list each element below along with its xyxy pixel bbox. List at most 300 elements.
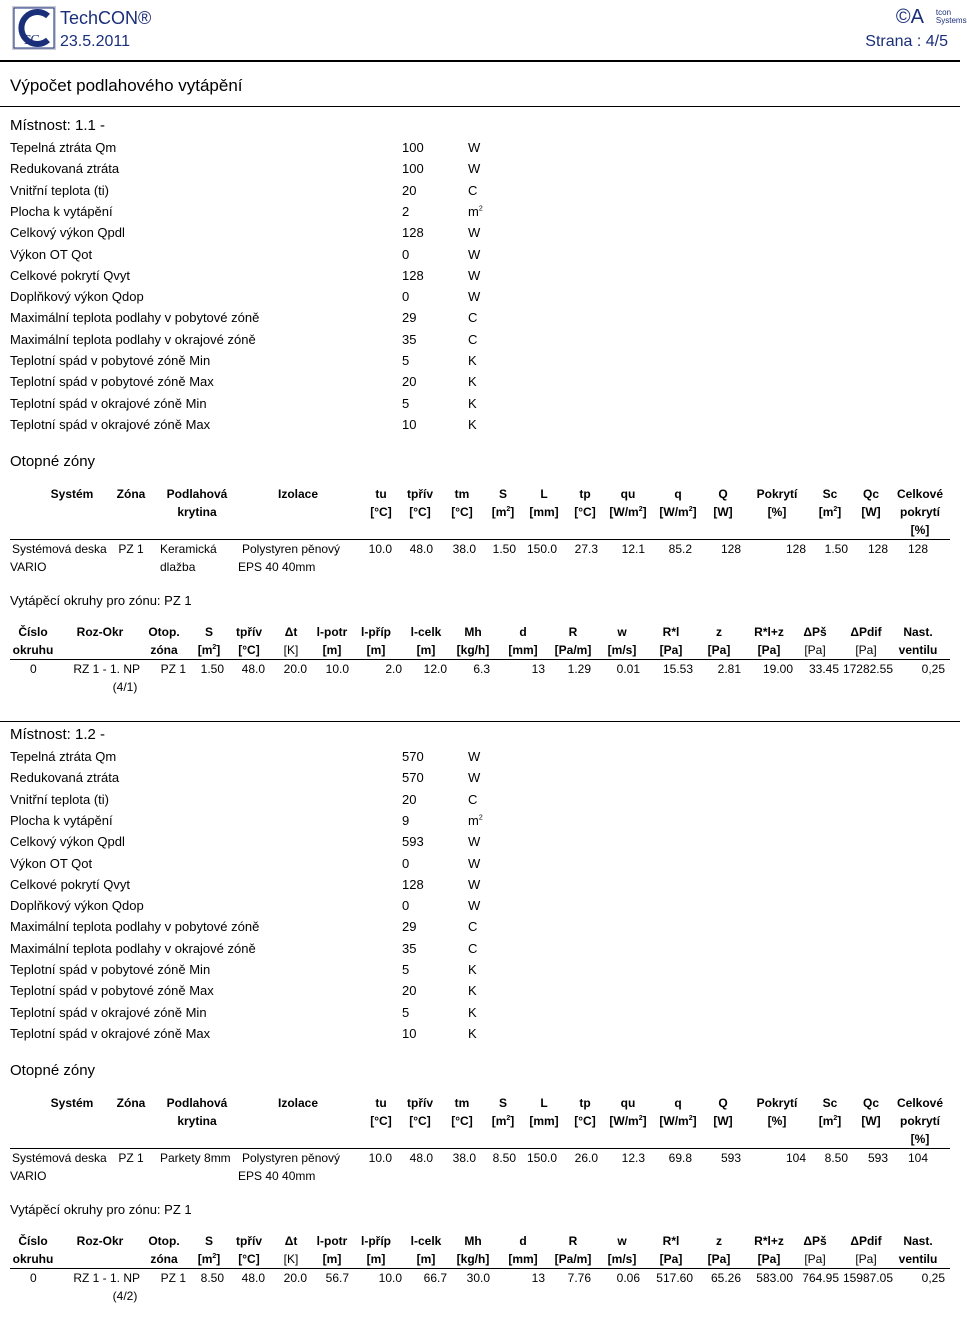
zone-zona: PZ 1 [118,542,144,556]
circuit-header-unit-S: $[m^2]$ [197,1252,221,1266]
circuit-value-dt: 20.0 [283,1271,307,1285]
param-unit: W [468,289,481,305]
param-label: Redukovaná ztráta [10,161,120,177]
param-label: Celkové pokrytí Qvyt [10,267,130,283]
circuit-header-unit-tpriv: [°C] [238,1252,260,1266]
zone-header-unit-S: $[m^2]$ [491,505,515,519]
param-label: Plocha k vytápění [10,812,113,828]
zone-header-podl1: Podlahová [166,1096,228,1110]
param-label: Maximální teplota podlahy v okrajové zóně [10,940,256,956]
param-label: Teplotní spád v pobytové zóně Max [10,374,214,390]
param-unit: K [468,374,477,390]
circuit-header-Rl: R*l [662,1234,680,1248]
circuit-header-dps: ΔPš [803,625,827,639]
circuit-value-w: 0.01 [616,662,640,676]
param-unit: W [468,749,481,764]
zone-header-unit-pokryti: [%] [767,1114,787,1128]
circuit-header-cislo1: Číslo [18,1234,48,1248]
param-unit: W [468,267,481,283]
param-unit: $m^2$ [468,203,483,219]
param-unit: W [468,834,481,850]
circuit-header-unit-S: $[m^2]$ [197,643,221,657]
room-separator [0,721,960,722]
circuit-header-lcelk: l-celk [410,1234,442,1248]
param-unit: $m^2$ [468,812,483,828]
circuit-header-lcelk: l-celk [410,625,442,639]
zone-value-Q: 593 [720,1151,741,1165]
atcon-logo-letter: ©A [895,6,924,28]
circuit-header-unit-mh: [kg/h] [456,1252,490,1266]
zone-podlahova: Keramická [160,542,217,556]
zone-header-zona: Zóna [116,487,146,501]
circuits-title: Vytápěcí okruhy pro zónu: PZ 1 [10,593,192,608]
zone-value-celkove: 128 [907,542,928,556]
param-label: Celkový výkon Qpdl [10,225,125,241]
param-value: 593 [402,834,424,850]
zone-izolace: Polystyren pěnový [242,542,341,556]
room-title: Místnost: 1.1 - [10,117,106,134]
zone-header-Qc: Qc [862,1096,880,1110]
circuit-header-rozokr: Roz-Okr [76,1234,124,1248]
zone-header-tm: tm [454,1096,470,1110]
circuit-header-nast1: Nast. [903,625,933,639]
circuit-header-S: S [204,625,214,639]
circuit-header-unit-w: [m/s] [607,643,637,657]
zone-header-tu: tu [375,1096,387,1110]
param-unit: K [468,353,477,368]
circuit-header-unit-otop1: zóna [150,643,178,657]
circuit-header-rozokr: Roz-Okr [76,625,124,639]
circuit-value-d: 13 [531,662,545,676]
circuit-value-dpdif: 15987.05 [842,1271,893,1285]
circuit-value-nast: 0,25 [921,662,945,676]
circuit-header-R: R [568,625,578,639]
zone-header-unit-tpriv: [°C] [409,1114,431,1128]
circuit-value-Rlz: 19.00 [762,662,793,676]
param-label: Doplňkový výkon Qdop [10,898,144,914]
circuit-header-unit-d: [mm] [508,1252,538,1266]
zone-value-Qc: 593 [867,1151,888,1165]
zone-header-unit-Q: [W] [713,505,733,519]
zone-value-Sc: 1.50 [824,542,848,556]
param-unit: C [468,940,478,956]
zone-header-celk3: [%] [910,523,930,537]
circuit-header-unit-dps: [Pa] [804,1252,826,1266]
circuit-header-w: w [617,1234,627,1248]
zone-header-unit-Qc: [W] [861,505,881,519]
param-unit: K [468,983,477,999]
zone-header-podl2: krytina [177,1114,217,1128]
zone-header-L: L [540,1096,548,1110]
param-unit: W [468,246,481,262]
zone-value-tm: 38.0 [452,1151,476,1165]
circuit-header-mh: Mh [464,1234,482,1248]
circuit-header-d: d [519,1234,527,1248]
zone-header-podl2: krytina [177,505,217,519]
param-unit: C [468,331,478,347]
atcon-logo [895,6,967,29]
zone-header-tpriv: tpřív [406,1096,434,1110]
circuit-value-S: 8.50 [200,1271,224,1285]
param-value: 100 [402,161,424,177]
circuit-value-lpotr: 10.0 [325,662,349,676]
param-label: Maximální teplota podlahy v pobytové zóně [10,310,260,326]
circuit-value-dps: 764.95 [802,1271,839,1285]
circuit-header-unit-R: [Pa/m] [554,643,592,657]
zone-value-qu: 12.1 [621,542,645,556]
zone-header-q: q [674,487,682,501]
zone-value-tpriv: 48.0 [409,1151,433,1165]
circuit-cislo: 0 [30,1271,37,1285]
zone-header-S: S [498,487,508,501]
param-label: Maximální teplota podlahy v okrajové zóně [10,331,256,347]
zone-header-Q: Q [718,1096,728,1110]
circuit-header-dt: Δt [284,1234,298,1248]
param-unit: C [468,182,478,198]
zone-header-Sc: Sc [822,1096,838,1110]
param-value: 0 [402,289,410,305]
circuit-header-unit-lcelk: [m] [416,1252,436,1266]
zone-header-unit-q: $[W/m^2]$ [659,1114,697,1128]
param-value: 10 [402,1025,417,1041]
circuits-title: Vytápěcí okruhy pro zónu: PZ 1 [10,1202,192,1217]
zone-value-tp: 26.0 [574,1151,598,1165]
param-label: Plocha k vytápění [10,203,113,219]
circuit-value-lcelk: 12.0 [423,662,447,676]
page-number: Strana : 4/5 [865,33,948,50]
param-value: 570 [402,749,424,764]
param-value: 0 [402,898,410,914]
circuit-header-unit-nast1: ventilu [898,643,938,657]
param-label: Teplotní spád v okrajové zóně Min [10,395,207,411]
circuit-table-rule [10,1268,950,1269]
circuit-header-nast1: Nast. [903,1234,933,1248]
param-unit: K [468,1025,477,1041]
zone-header-unit-tm: [°C] [451,1114,473,1128]
zone-header-unit-Qc: [W] [861,1114,881,1128]
param-unit: W [468,876,481,892]
zone-system: Systémová deska [12,1151,107,1165]
zone-header-qu: qu [620,487,636,501]
circuit-header-lpotr: l-potr [316,1234,348,1248]
zone-header-pokryti: Pokrytí [756,487,798,501]
param-label: Celkové pokrytí Qvyt [10,876,130,892]
zone-header-unit-tu: [°C] [370,1114,392,1128]
param-unit: K [468,416,477,432]
param-label: Teplotní spád v okrajové zóně Min [10,1004,207,1020]
param-value: 2 [402,203,410,219]
zone-header-izol: Izolace [277,1096,319,1110]
circuit-value-w: 0.06 [616,1271,640,1285]
zone-value-L: 150.0 [526,1151,557,1165]
room-title: Místnost: 1.2 - [10,726,106,743]
circuit-header-lpotr: l-potr [316,625,348,639]
param-unit: K [468,1004,477,1020]
param-value: 5 [402,353,410,368]
param-label: Teplotní spád v pobytové zóně Min [10,353,211,368]
circuit-value-lpotr: 56.7 [325,1271,349,1285]
zone-header-unit-Q: [W] [713,1114,733,1128]
zone-header-tpriv: tpřív [406,487,434,501]
circuit-value-tpriv: 48.0 [241,662,265,676]
zone-header-L: L [540,487,548,501]
zone-header-unit-tpriv: [°C] [409,505,431,519]
circuit-value-dpdif: 17282.55 [842,662,893,676]
circuit-header-unit-Rl: [Pa] [659,1252,683,1266]
zone-value-Q: 128 [720,542,741,556]
zone-header-Q: Q [718,487,728,501]
circuit-header-otop1: Otop. [148,1234,180,1248]
zone-system: Systémová deska [12,542,107,556]
circuit-header-Rlz: R*l+z [754,1234,784,1248]
circuit-header-z: z [716,1234,722,1248]
circuit-header-unit-cislo1: okruhu [12,643,54,657]
circuit-rozokr: RZ 1 - 1. NP [73,1271,140,1285]
print-date: 23.5.2011 [60,33,130,50]
param-value: 5 [402,395,410,411]
circuit-header-S: S [204,1234,214,1248]
zone-header-tm: tm [454,487,470,501]
zone-value-tp: 27.3 [574,542,598,556]
zone-header-unit-L: [mm] [529,1114,559,1128]
zone-header-S: S [498,1096,508,1110]
param-unit: W [468,140,481,155]
zone-system-2: VARIO [10,560,47,574]
param-value: 0 [402,246,410,262]
circuit-value-dt: 20.0 [283,662,307,676]
circuit-header-dpdif: ΔPdif [850,625,882,639]
circuit-header-R: R [568,1234,578,1248]
circuit-table-rule [10,659,950,660]
brand-name: TechCON® [60,8,152,28]
circuit-header-unit-lprip: [m] [366,1252,386,1266]
circuit-header-dpdif: ΔPdif [850,1234,882,1248]
circuit-header-unit-lpotr: [m] [322,643,342,657]
zone-header-unit-qu: $[W/m^2]$ [609,505,647,519]
zone-izolace-2: EPS 40 40mm [238,560,316,574]
param-unit: K [468,395,477,411]
zone-header-pokryti: Pokrytí [756,1096,798,1110]
circuit-header-lprip: l-příp [361,1234,391,1248]
zone-value-celkove: 104 [907,1151,928,1165]
zone-header-unit-tm: [°C] [451,505,473,519]
zone-header-podl1: Podlahová [166,487,228,501]
techcon-logo [12,6,56,50]
param-label: Redukovaná ztráta [10,770,120,786]
zone-zona: PZ 1 [118,1151,144,1165]
circuit-header-z: z [716,625,722,639]
zone-table-rule [10,1148,950,1149]
circuit-header-unit-Rl: [Pa] [659,643,683,657]
circuit-value-R: 1.29 [567,662,591,676]
zone-value-S: 1.50 [492,542,516,556]
zone-header-unit-S: $[m^2]$ [491,1114,515,1128]
param-value: 0 [402,855,410,871]
zone-header-unit-Sc: $[m^2]$ [818,1114,842,1128]
circuit-value-z: 65.26 [710,1271,741,1285]
circuit-header-unit-nast1: ventilu [898,1252,938,1266]
zone-header-Qc: Qc [862,487,880,501]
circuit-value-lprip: 10.0 [378,1271,402,1285]
circuit-value-Rl: 517.60 [656,1271,693,1285]
header-rule [0,60,960,62]
param-value: 10 [402,416,417,432]
param-value: 5 [402,962,410,977]
zone-value-tpriv: 48.0 [409,542,433,556]
circuit-header-unit-lcelk: [m] [416,643,436,657]
zone-header-unit-L: [mm] [529,505,559,519]
zone-header-tp: tp [579,1096,591,1110]
param-label: Teplotní spád v pobytové zóně Min [10,962,211,977]
param-value: 128 [402,225,424,241]
zone-header-tu: tu [375,487,387,501]
zone-header-unit-qu: $[W/m^2]$ [609,1114,647,1128]
circuit-header-dps: ΔPš [803,1234,827,1248]
param-value: 5 [402,1004,410,1020]
zone-podlahova-2: dlažba [160,560,196,574]
zones-title: Otopné zóny [10,453,96,470]
param-value: 35 [402,940,417,956]
circuit-header-unit-d: [mm] [508,643,538,657]
zone-header-system: Systém [50,1096,94,1110]
zone-value-L: 150.0 [526,542,557,556]
param-label: Teplotní spád v okrajové zóně Max [10,1025,211,1041]
circuit-value-nast: 0,25 [921,1271,945,1285]
zone-value-q: 85.2 [668,542,692,556]
param-value: 128 [402,267,424,283]
title-rule [0,106,960,107]
zone-header-unit-celk1: pokrytí [899,1114,941,1128]
zone-value-S: 8.50 [492,1151,516,1165]
zone-header-system: Systém [50,487,94,501]
param-unit: W [468,898,481,914]
circuit-header-d: d [519,625,527,639]
circuit-header-Rl: R*l [662,625,680,639]
zone-value-tu: 10.0 [368,1151,392,1165]
param-unit: W [468,770,481,786]
zone-izolace-2: EPS 40 40mm [238,1169,316,1183]
circuit-header-unit-dpdif: [Pa] [855,1252,877,1266]
circuit-header-unit-otop1: zóna [150,1252,178,1266]
param-value: 570 [402,770,424,786]
param-value: 128 [402,876,424,892]
circuit-value-dps: 33.45 [808,662,839,676]
circuit-cislo: 0 [30,662,37,676]
param-unit: W [468,855,481,871]
param-unit: W [468,225,481,241]
circuit-header-w: w [617,625,627,639]
circuit-header-unit-z: [Pa] [707,643,731,657]
circuit-value-mh: 6.3 [473,662,490,676]
circuit-header-tpriv: tpřív [235,1234,263,1248]
param-value: 20 [402,983,417,999]
zone-header-unit-celk1: pokrytí [899,505,941,519]
circuit-value-lprip: 2.0 [385,662,402,676]
circuit-value-Rlz: 583.00 [756,1271,793,1285]
circuit-header-Rlz: R*l+z [754,625,784,639]
atcon-logo-small-1: tcon [935,8,952,17]
zone-header-unit-tu: [°C] [370,505,392,519]
param-value: 20 [402,374,417,390]
circuit-rozokr: RZ 1 - 1. NP [73,662,140,676]
zone-header-Sc: Sc [822,487,838,501]
param-label: Teplotní spád v okrajové zóně Max [10,416,211,432]
circuit-header-unit-dpdif: [Pa] [855,643,877,657]
param-label: Výkon OT Qot [10,855,93,871]
circuit-header-lprip: l-příp [361,625,391,639]
param-unit: K [468,962,477,977]
circuit-value-Rl: 15.53 [662,662,693,676]
circuit-header-unit-dt: [K] [283,643,299,657]
zone-izolace: Polystyren pěnový [242,1151,341,1165]
zone-value-Qc: 128 [867,542,888,556]
circuit-header-cislo1: Číslo [18,625,48,639]
circuit-value-z: 2.81 [717,662,741,676]
circuit-header-unit-z: [Pa] [707,1252,731,1266]
circuit-header-unit-w: [m/s] [607,1252,637,1266]
circuit-value-tpriv: 48.0 [241,1271,265,1285]
zone-value-qu: 12.3 [621,1151,645,1165]
param-value: 29 [402,310,417,326]
param-label: Teplotní spád v pobytové zóně Max [10,983,214,999]
param-value: 20 [402,791,417,807]
param-label: Tepelná ztráta Qm [10,140,117,155]
circuit-value-d: 13 [531,1271,545,1285]
zone-value-pokryti: 104 [785,1151,806,1165]
param-value: 9 [402,812,410,828]
zone-header-qu: qu [620,1096,636,1110]
circuit-header-unit-Rlz: [Pa] [757,1252,781,1266]
zone-header-unit-pokryti: [%] [767,505,787,519]
param-label: Vnitřní teplota (ti) [10,182,109,198]
zone-header-celk1: Celkové [896,1096,944,1110]
circuit-header-unit-lprip: [m] [366,643,386,657]
zone-header-unit-tp: [°C] [574,505,596,519]
param-label: Celkový výkon Qpdl [10,834,125,850]
param-value: 100 [402,140,424,155]
zone-header-zona: Zóna [116,1096,146,1110]
circuit-value-otop: PZ 1 [160,1271,186,1285]
param-label: Výkon OT Qot [10,246,93,262]
param-unit: C [468,791,478,807]
zone-header-izol: Izolace [277,487,319,501]
circuit-header-unit-tpriv: [°C] [238,643,260,657]
zone-system-2: VARIO [10,1169,47,1183]
circuit-value-S: 1.50 [200,662,224,676]
atcon-logo-small-2: Systems [935,16,967,25]
param-label: Doplňkový výkon Qdop [10,289,144,305]
circuit-value-mh: 30.0 [466,1271,490,1285]
param-unit: W [468,161,481,177]
zone-value-Sc: 8.50 [824,1151,848,1165]
zone-header-unit-Sc: $[m^2]$ [818,505,842,519]
param-value: 29 [402,919,417,935]
circuit-header-unit-R: [Pa/m] [554,1252,592,1266]
logo-text: TC [22,33,40,48]
circuit-value-lcelk: 66.7 [423,1271,447,1285]
zone-value-tu: 10.0 [368,542,392,556]
circuit-header-unit-dt: [K] [283,1252,299,1266]
zone-value-tm: 38.0 [452,542,476,556]
circuit-header-mh: Mh [464,625,482,639]
zone-table-rule [10,539,950,540]
zone-header-unit-q: $[W/m^2]$ [659,505,697,519]
circuit-header-unit-lpotr: [m] [322,1252,342,1266]
zone-header-celk1: Celkové [896,487,944,501]
circuit-value-otop: PZ 1 [160,662,186,676]
circuit-rozokr-2: (4/1) [112,680,138,694]
circuit-header-dt: Δt [284,625,298,639]
